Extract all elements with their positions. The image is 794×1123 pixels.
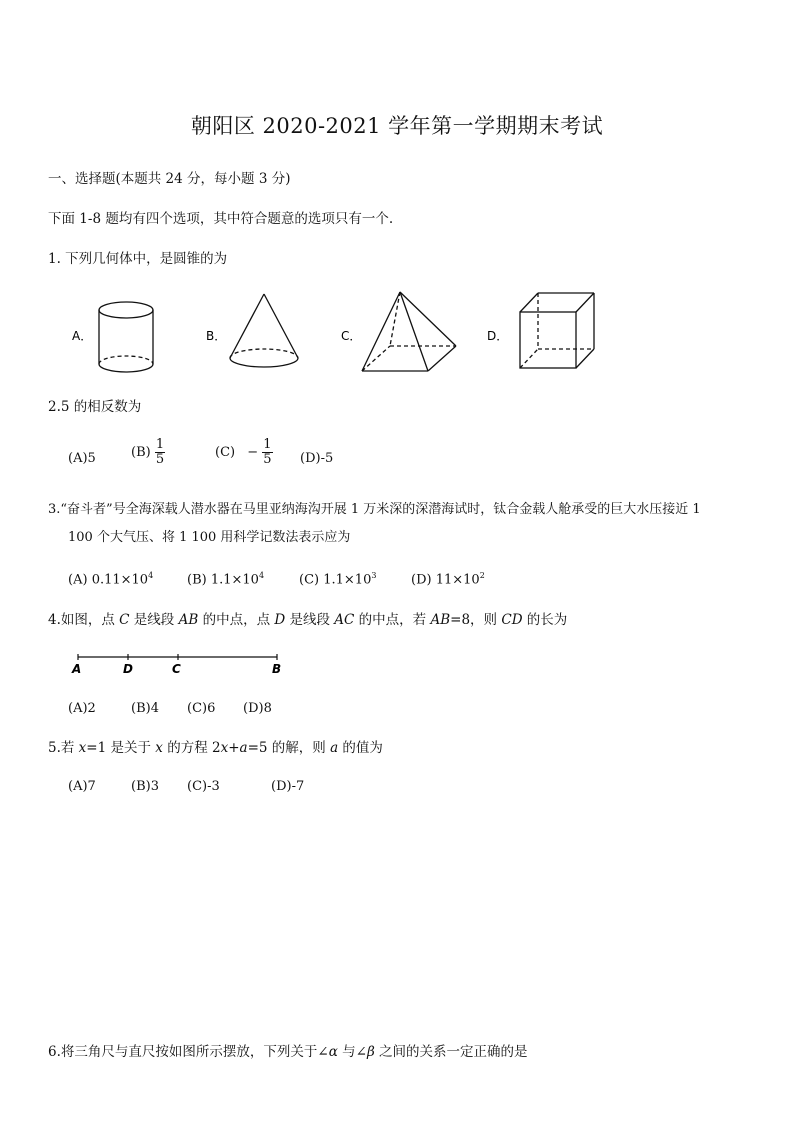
q4-var-d: D <box>274 612 286 628</box>
q2-option-c-label: (C) <box>215 445 236 460</box>
pyramid-figure <box>362 292 456 371</box>
q4-text-6: =8，则 <box>450 612 502 628</box>
q4-text-7: 的长为 <box>522 612 568 628</box>
q5-eq-a: a <box>239 740 248 756</box>
q1-label-a: A． <box>72 329 93 343</box>
page-title: 朝阳区 2020-2021 学年第一学期期末考试 <box>190 114 604 138</box>
q3-option-c-label: (C) <box>299 572 320 588</box>
q1-label-c: C． <box>341 329 362 343</box>
q5-text-5: 的值为 <box>338 740 383 756</box>
q6-alpha: α <box>328 1044 338 1060</box>
q5-option-d: (D)-7 <box>271 779 305 794</box>
q4-var-ac: AC <box>334 612 355 628</box>
q4-option-d: (D)8 <box>243 701 272 716</box>
question-3-stem-line2: 100 个大气压、将 1 100 用科学记数法表示应为 <box>68 530 351 545</box>
q3-option-d <box>411 571 485 587</box>
q1-label-b: B． <box>206 329 227 343</box>
q2-option-b-label: (B) <box>131 445 151 460</box>
question-2-stem: 2.5 的相反数为 <box>48 399 142 415</box>
q4-var-cd: CD <box>501 612 523 628</box>
fraction-numerator: 1 <box>263 437 272 452</box>
q5-eq-plus: + <box>228 740 240 756</box>
point-label-d: D <box>123 662 133 676</box>
fraction-denominator: 5 <box>155 452 165 467</box>
q4-text-4: 是线段 <box>285 612 335 628</box>
q3-option-c-base: 1.1×10 <box>323 572 372 588</box>
q1-figures <box>60 288 620 378</box>
fraction-denominator: 5 <box>263 452 272 467</box>
q3-option-d-exponent: 2 <box>479 571 485 580</box>
q4-text-1: 4.如图，点 <box>48 612 120 628</box>
question-6-stem <box>48 1043 528 1061</box>
q4-var-ab: AB <box>178 612 199 628</box>
q4-var-ab-2: AB <box>430 612 451 628</box>
q4-option-c: (C)6 <box>187 701 216 716</box>
section-instruction: 下面 1-8 题均有四个选项，其中符合题意的选项只有一个. <box>48 211 394 227</box>
q4-option-a: (A)2 <box>68 701 96 716</box>
point-label-c: C <box>172 662 181 676</box>
q3-option-d-base: 11×10 <box>435 572 480 588</box>
q6-text-2: 与∠ <box>337 1044 367 1060</box>
q2-option-d: (D)-5 <box>300 451 334 466</box>
q3-option-a-base: 0.11×10 <box>91 572 149 588</box>
cylinder-figure <box>99 302 153 372</box>
q2-option-b-fraction <box>155 438 165 467</box>
q5-text-3: 的方程 <box>162 740 212 756</box>
q3-option-c-exponent: 3 <box>371 571 377 580</box>
q4-text-5: 的中点，若 <box>354 612 431 628</box>
q2-option-a: (A)5 <box>68 451 96 466</box>
question-5-stem <box>48 739 383 757</box>
q3-option-a-exponent: 4 <box>148 571 154 580</box>
q4-text-3: 的中点，点 <box>198 612 275 628</box>
point-label-a: A <box>72 662 82 676</box>
q5-option-c: (C)-3 <box>187 779 220 794</box>
q5-var-x-2: x <box>155 740 163 756</box>
q3-option-a-label: (A) <box>68 572 88 588</box>
q5-text-4: =5 的解，则 <box>247 740 331 756</box>
cube-figure <box>520 293 594 368</box>
q5-option-b: (B)3 <box>131 779 159 794</box>
q4-var-c: C <box>119 612 130 628</box>
question-4-stem <box>48 611 567 629</box>
section-heading: 一、选择题(本题共 24 分，每小题 3 分) <box>48 171 291 187</box>
q2-option-b <box>131 438 165 467</box>
q3-option-d-label: (D) <box>411 572 432 588</box>
fraction-numerator: 1 <box>155 437 165 452</box>
point-label-b: B <box>272 662 282 676</box>
q1-label-d: D． <box>487 329 509 343</box>
q5-text-1: 5.若 <box>48 740 79 756</box>
q2-option-c-fraction <box>262 438 272 467</box>
q5-eq-coefficient: 2 <box>212 740 221 756</box>
q5-option-a: (A)7 <box>68 779 96 794</box>
q3-option-b <box>187 571 264 587</box>
q2-option-c <box>215 438 273 467</box>
cone-figure <box>230 294 298 367</box>
question-3-stem-line1: 3.“奋斗者”号全海深载人潜水器在马里亚纳海沟开展 1 万米深的深潜海试时，钛合金载人舱承受的巨大水压接近 1 <box>48 502 701 517</box>
q3-option-b-label: (B) <box>187 572 207 588</box>
q6-text-3: 之间的关系一定正确的是 <box>374 1044 528 1060</box>
q5-eq-x: x <box>220 740 229 756</box>
q2-option-c-sign: − <box>247 445 259 460</box>
q5-var-a: a <box>330 740 339 756</box>
q6-beta: β <box>366 1044 375 1060</box>
q3-option-a <box>68 571 153 587</box>
q5-var-x: x <box>78 740 87 756</box>
q4-text-2: 是线段 <box>129 612 179 628</box>
q4-option-b: (B)4 <box>131 701 159 716</box>
q3-option-b-exponent: 4 <box>258 571 265 580</box>
question-1-stem: 1. 下列几何体中，是圆锥的为 <box>48 251 228 267</box>
q6-text-1: 6.将三角尺与直尺按如图所示摆放，下列关于∠ <box>48 1044 329 1060</box>
q3-option-b-base: 1.1×10 <box>210 572 259 588</box>
q5-text-2: =1 是关于 <box>86 740 156 756</box>
q4-line-segment-figure <box>68 648 298 678</box>
q3-option-c <box>299 571 376 587</box>
